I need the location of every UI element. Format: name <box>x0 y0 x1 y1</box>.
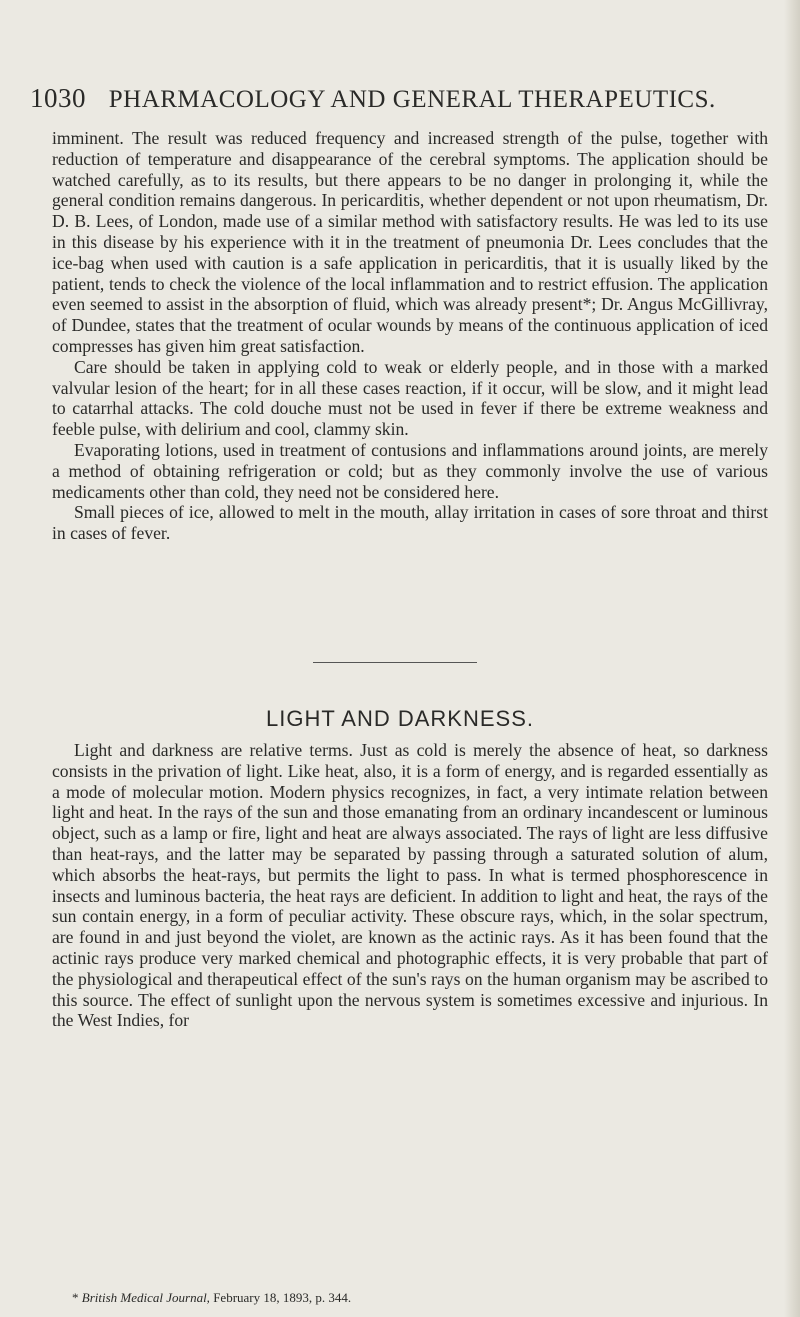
section-divider <box>313 662 477 663</box>
paragraph: Care should be taken in applying cold to weak or elderly people, and in those with a marked valvular lesion of the heart; for in all these cases reaction, if it occur, will be slow, and it might lead to catarrhal attacks. The cold douche must not be used in fever if there be extreme weakness and feeble pulse, with delirium and cool, clammy skin. <box>52 356 768 440</box>
running-header <box>30 83 760 114</box>
paragraph: Small pieces of ice, allowed to melt in the mouth, allay irritation in cases of sore throat and thirst in cases of fever. <box>52 502 768 544</box>
footnote-marker: * <box>72 1290 79 1305</box>
paragraph: Evaporating lotions, used in treatment of contusions and inflammations around joints, are merely a method of obtaining refrigeration or cold; but as they commonly involve the use of various medicaments other than cold, they need not be considered here. <box>52 439 768 502</box>
section-cold-continued <box>52 128 768 544</box>
running-title: PHARMACOLOGY AND GENERAL THERAPEUTICS. <box>108 86 716 113</box>
section-heading: LIGHT AND DARKNESS. <box>266 706 534 731</box>
paragraph: imminent. The result was reduced frequency and increased strength of the pulse, together with reduction of temperature and disappearance of the cerebral symptoms. The application should be watched carefully, as to its results, but there appears to be no danger in prolonging it, while the general condition remains dangerous. In pericarditis, whether dependent or not upon rheumatism, Dr. D. B. Lees, of London, made use of a similar method with satisfactory results. He was led to its use in this disease by his experience with it in the treatment of pneumonia Dr. Lees concludes that the ice-bag when used with caution is a safe application in pericarditis, that it is usually liked by the patient, tends to check the violence of the local inflammation and to restrict effusion. The application even seemed to assist in the absorption of fluid, which was already present*; Dr. Angus McGillivray, of Dundee, states that the treatment of ocular wounds by means of the continuous application of iced compresses has given him great satisfaction. <box>52 128 768 356</box>
footnote <box>72 1290 762 1306</box>
footnote-details: February 18, 1893, p. 344. <box>213 1290 352 1305</box>
footnote-source: British Medical Journal, <box>81 1290 210 1305</box>
section-light-and-darkness <box>52 740 768 1031</box>
page-number: 1030 <box>30 83 86 113</box>
page-edge <box>784 0 800 1317</box>
paragraph: Light and darkness are relative terms. Just as cold is merely the absence of heat, so darkness consists in the privation of light. Like heat, also, it is a form of energy, and is regarded essentially as a mode of molecular motion. Modern physics recognizes, in fact, a very intimate relation between light and heat. In the rays of the sun and those emanating from an ordinary incandescent or luminous object, such as a lamp or fire, light and heat are always associated. The rays of light are less diffusive than heat-rays, and the latter may be separated by passing through a saturated solution of alum, which absorbs the heat-rays, but permits the light to pass. In what is termed phosphorescence in insects and luminous bacteria, the heat rays are deficient. In addition to light and heat, the rays of the sun contain energy, in a form of peculiar activity. These obscure rays, which, in the solar spectrum, are found in and just beyond the violet, are known as the actinic rays. As it has been found that the actinic rays produce very marked chemical and photographic effects, it is very probable that part of the physiological and therapeutical effect of the sun's rays on the human organism may be ascribed to this source. The effect of sunlight upon the nervous system is sometimes excessive and injurious. In the West Indies, for <box>52 740 768 1031</box>
